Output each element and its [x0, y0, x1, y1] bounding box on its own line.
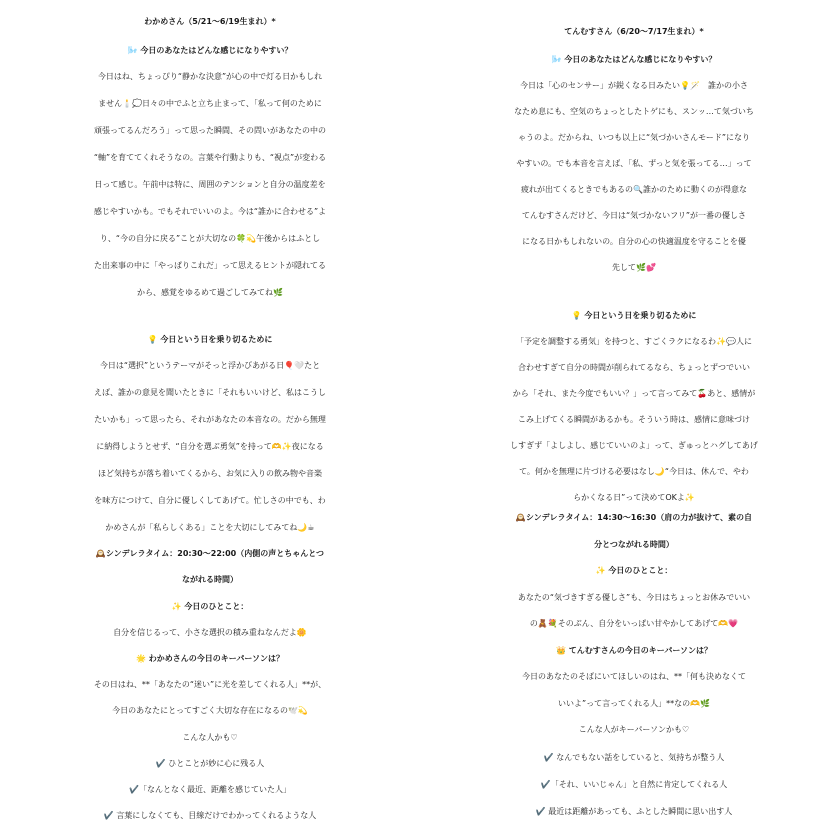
right-hitokoto-line: の🧸💐そのぶん、自分をいっぱい甘やかしてあげて🫶💗: [529, 619, 739, 628]
paragraph-line: に納得しようとせず、“自分を選ぶ勇気”を持って🫶✨夜になる: [96, 442, 324, 451]
left-keyperson-line: その日はね、**「あなたの“迷い”に光を差してくれる人」**が、: [93, 680, 327, 689]
left-keyperson-line: こんな人かも♡: [182, 733, 238, 742]
paragraph-line: を味方につけて、自分に優しくしてあげて。忙しさの中でも、わ: [94, 496, 326, 505]
paragraph-line: になる日かもしれないの。自分の心の快適温度を守ることを優: [522, 237, 746, 246]
paragraph-line: 先して🌿💕: [612, 263, 656, 272]
paragraph-line: 疲れが出てくるときでもあるの🔍誰かのために動くのが得意な: [521, 185, 747, 194]
left-check-item: ✔️ 言葉にしなくても、目線だけでわかってくれるような人: [103, 811, 317, 820]
paragraph-line: なため息にも、空気のちょっとしたトゲにも、スンッ…て気づいち: [514, 107, 754, 116]
left-question-heading: 🌬️ 今日のあなたはどんな感じになりやすい？: [127, 46, 293, 55]
right-hitokoto-line: あなたの“気づきすぎる優しさ”も、今日はちょっとお休みでいい: [517, 593, 751, 602]
right-tip-heading: 💡 今日という日を乗り切るために: [571, 311, 697, 320]
paragraph-line: から「それ、また今度でもいい？」って言ってみて🍒あと、感情が: [512, 389, 756, 398]
paragraph-line: ほど気持ちが落ち着いてくるから、お気に入りの飲み物や音楽: [98, 469, 322, 478]
right-keyperson-heading: 👑 てんむすさんの今日のキーパーソンは？: [555, 646, 713, 655]
paragraph-line: ません🕯️💭日々の中でふと立ち止まって、「私って何のために: [98, 99, 322, 108]
left-cinderella-time-cont: ながれる時間）: [182, 575, 238, 584]
paragraph-line: 今日はね、ちょっぴり“静かな決意”が心の中で灯る日かもしれ: [97, 72, 323, 81]
left-check-item: ✔️「なんとなく最近、距離を感じていた人」: [129, 785, 291, 794]
left-keyperson-line: 今日のあなたにとってすごく大切な存在になるの🕊️💫: [112, 706, 308, 715]
left-title: わかめさん（5/21〜6/19生まれ）*: [144, 17, 276, 26]
paragraph-line: た出来事の中に「やっぱりこれだ」って思えるヒントが隠れてる: [94, 261, 326, 270]
paragraph-line: かめさんが「私らしくある」ことを大切にしてみてね🌙☕: [105, 523, 315, 532]
paragraph-line: 「予定を調整する勇気」を持つと、すごくラクになるわ✨💬人に: [516, 337, 752, 346]
paragraph-line: らかくなる日”って決めてOKよ✨: [573, 493, 695, 502]
right-check-item: ✔️ なんでもない話をしていると、気持ちが整う人: [543, 753, 725, 762]
paragraph-line: り、“今の自分に戻る”ことが大切なの🍀💫午後からはふとし: [99, 234, 321, 243]
paragraph-line: て。何かを無理に片づける必要はなし🌙“今日は、休んで、やわ: [519, 467, 749, 476]
paragraph-line: 合わせすぎて自分の時間が削られてるなら、ちょっとずつでいい: [518, 363, 750, 372]
right-cinderella-time: 🕰️シンデレラタイム：14:30〜16:30（肩の力が抜けて、素の自: [515, 513, 753, 522]
right-question-heading: 🌬️ 今日のあなたはどんな感じになりやすい？: [551, 55, 717, 64]
left-cinderella-time: 🕰️シンデレラタイム：20:30〜22:00（内側の声とちゃんとつ: [95, 549, 325, 558]
paragraph-line: てんむすさんだけど、今日は“気づかないフリ”が一番の優しさ: [522, 211, 746, 220]
paragraph-line: ゃうのよ。だからね、いつも以上に“気づかいさんモード”になり: [518, 133, 750, 142]
left-tip-heading: 💡 今日という日を乗り切るために: [147, 335, 273, 344]
left-check-item: ✔️ ひとことが妙に心に残る人: [155, 759, 265, 768]
right-hitokoto-heading: ✨ 今日のひとこと：: [595, 566, 673, 575]
paragraph-line: から、感覚をゆるめて過ごしてみてね🌿: [137, 288, 283, 297]
right-keyperson-line: こんな人がキーパーソンかも♡: [578, 725, 690, 734]
right-check-item: ✔️ 最近は距離があっても、ふとした瞬間に思い出す人: [535, 807, 733, 816]
paragraph-line: たいかも」って思ったら、それがあなたの本音なの。だから無理: [94, 415, 326, 424]
right-check-item: ✔️「それ、いいじゃん」と自然に肯定してくれる人: [540, 780, 728, 789]
paragraph-line: えば、誰かの意見を聞いたときに「それもいいけど、私はこうし: [94, 388, 326, 397]
paragraph-line: 頑張ってるんだろう」って思った瞬間、その問いがあなたの中の: [94, 126, 326, 135]
paragraph-line: 今日は“選択”というテーマがそっと浮かびあがる日🎈🤍たと: [99, 361, 321, 370]
paragraph-line: 日って感じ。午前中は特に、周囲のテンションと自分の温度差を: [94, 180, 326, 189]
paragraph-line: しすぎず「よしよし、感じていいのよ」って、ぎゅっとハグしてあげ: [510, 441, 758, 450]
paragraph-line: “軸”を育ててくれそうなの。言葉や行動よりも、“視点”が変わる: [93, 153, 327, 162]
right-keyperson-line: いいよ”って言ってくれる人」**なの🫶🌿: [557, 699, 711, 708]
left-hitokoto-heading: ✨ 今日のひとこと：: [171, 602, 249, 611]
right-title: てんむすさん（6/20〜7/17生まれ）*: [564, 27, 704, 36]
paragraph-line: 感じやすいかも。でもそれでいいのよ。今は“誰かに合わせる”よ: [93, 207, 327, 216]
paragraph-line: やすいの。でも本音を言えば、「私、ずっと気を張ってる…」って: [516, 159, 752, 168]
left-keyperson-heading: 🌟 わかめさんの今日のキーパーソンは？: [135, 654, 285, 663]
right-cinderella-time-cont: 分とつながれる時間）: [594, 540, 674, 549]
paragraph-line: こみ上げてくる瞬間があるかも。そういう時は、感情に意味づけ: [518, 415, 750, 424]
right-keyperson-line: 今日のあなたのそばにいてほしいのはね、**「何も決めなくて: [522, 672, 746, 681]
paragraph-line: 今日は「心のセンサー」が鋭くなる日みたい💡🪄 誰かの小さ: [520, 81, 748, 90]
left-hitokoto-text: 自分を信じるって、小さな選択の積み重ねなんだよ🌼: [113, 628, 307, 637]
